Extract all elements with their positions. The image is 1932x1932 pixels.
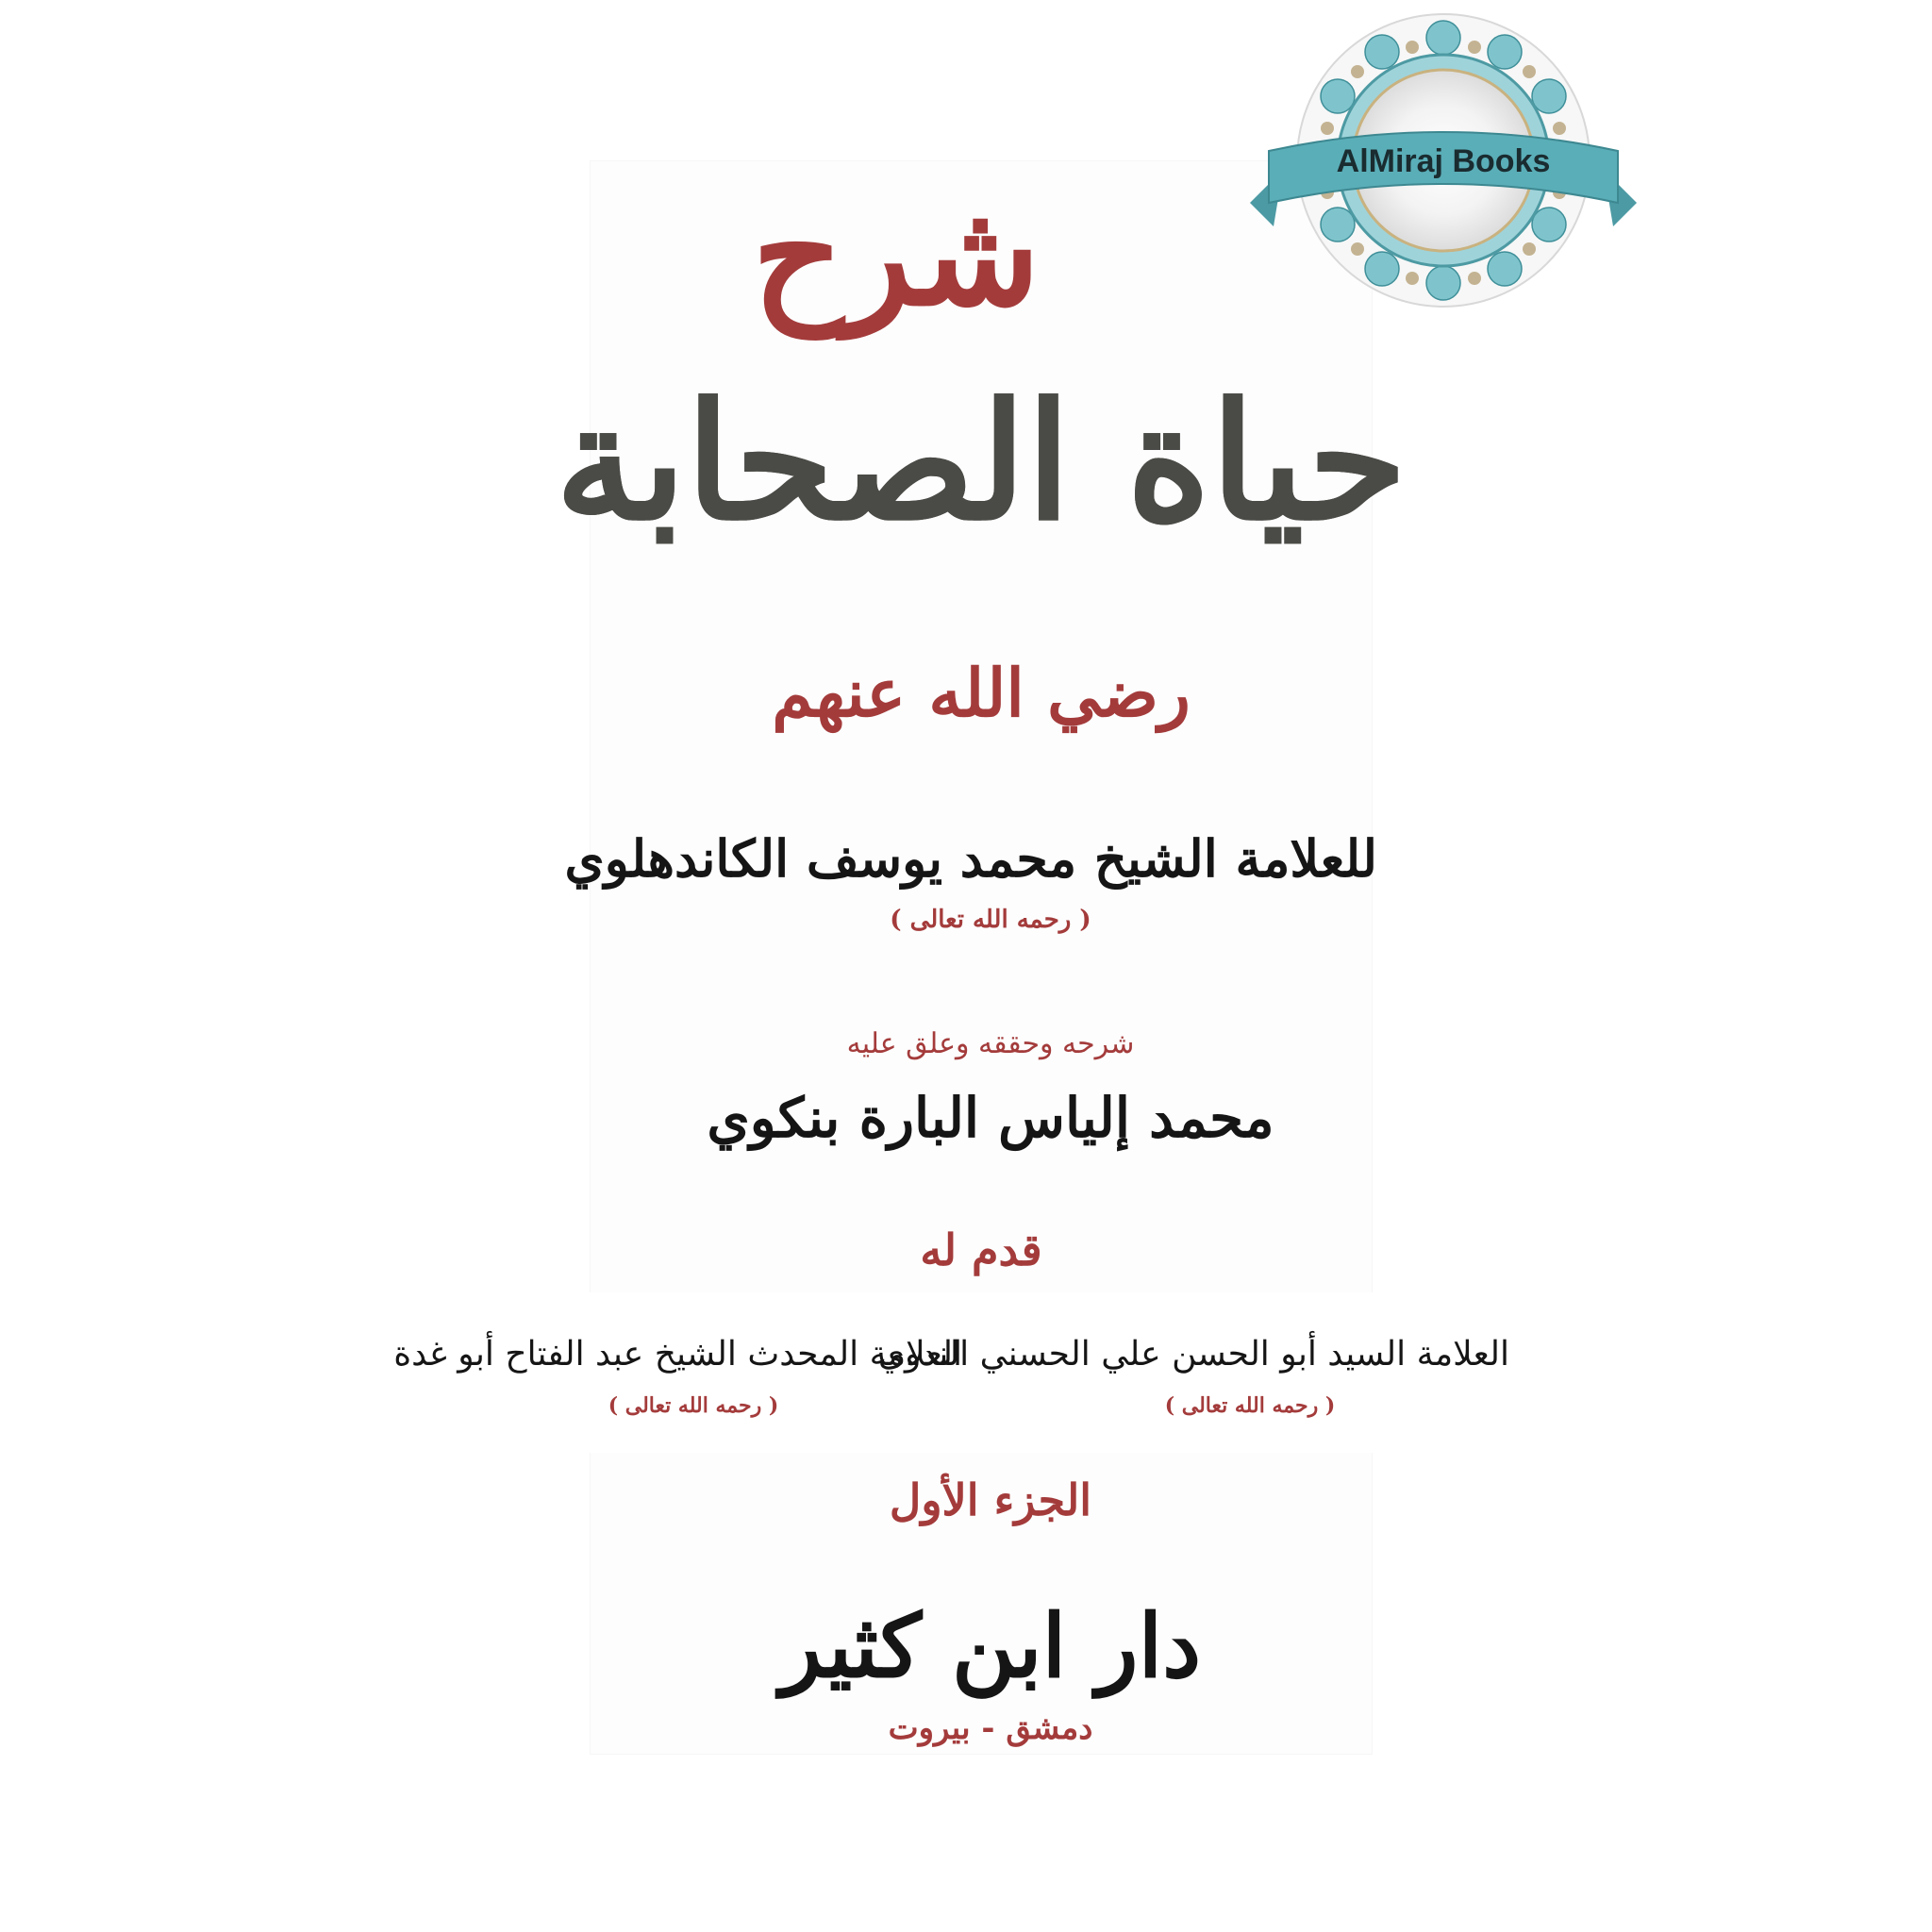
publisher-cities: دمشق - بيروت: [888, 1709, 1093, 1747]
cover-main-title: حياة الصحابة: [555, 368, 1407, 557]
volume-label: الجزء الأول: [889, 1474, 1092, 1525]
logo-text: AlMiraj Books: [1336, 143, 1551, 179]
author-rahimah: ( رحمه الله تعالى ): [890, 906, 1091, 934]
almiraj-books-logo: [1231, 9, 1656, 321]
introduction-heading: قدم له: [920, 1224, 1042, 1275]
publisher-name: دار ابن كثير: [779, 1595, 1202, 1697]
cover-editor: محمد إلياس البارة بنكوي: [707, 1086, 1274, 1150]
introducer-abughuddah: العلامة المحدث الشيخ عبد الفتاح أبو غدة: [393, 1335, 962, 1374]
introducer-abughuddah-rahimah: ( رحمه الله تعالى ): [608, 1393, 779, 1418]
cover-radi-phrase: رضي الله عنهم: [772, 654, 1191, 732]
introducer-nadwi: العلامة السيد أبو الحسن علي الحسني الندوي: [877, 1335, 1509, 1374]
editor-role: شرحه وحققه وعلق عليه: [846, 1027, 1135, 1060]
cover-author: للعلامة الشيخ محمد يوسف الكاندهلوي: [564, 828, 1377, 889]
cover-sharh-word: شرح: [752, 172, 1041, 338]
introducer-nadwi-rahimah: ( رحمه الله تعالى ): [1164, 1393, 1336, 1418]
